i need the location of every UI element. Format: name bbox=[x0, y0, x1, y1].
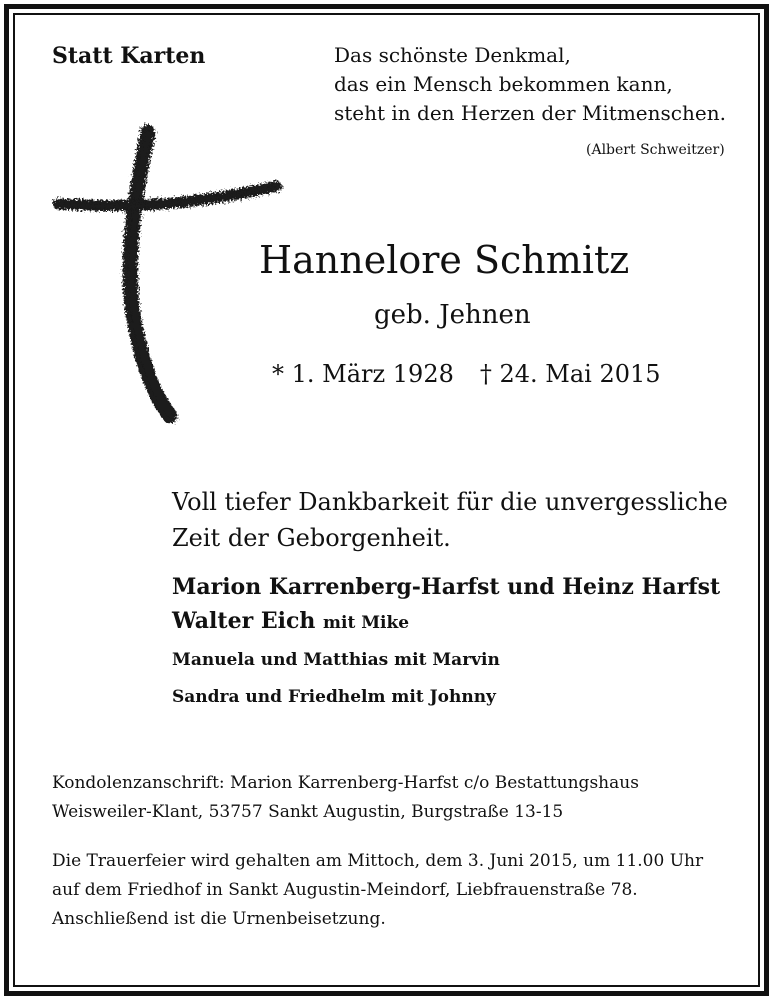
thanks-line: Voll tiefer Dankbarkeit für die unvergessliche bbox=[172, 488, 728, 516]
family-name: Walter Eich bbox=[172, 608, 316, 634]
statt-karten-label: Statt Karten bbox=[52, 43, 206, 69]
quote-author: (Albert Schweitzer) bbox=[586, 142, 725, 158]
family-line: Sandra und Friedhelm mit Johnny bbox=[172, 687, 496, 707]
thanks-text bbox=[172, 484, 728, 556]
life-dates bbox=[272, 360, 661, 388]
quote-line: Das schönste Denkmal, bbox=[334, 43, 571, 67]
family-line bbox=[172, 608, 409, 634]
deceased-name: Hannelore Schmitz bbox=[259, 238, 630, 282]
quote-line: das ein Mensch bekommen kann, bbox=[334, 72, 673, 96]
cross-icon bbox=[50, 120, 290, 430]
condolence-line: Kondolenzanschrift: Marion Karrenberg-Harfst c/o Bestattungshaus bbox=[52, 773, 639, 793]
family-line: Manuela und Matthias mit Marvin bbox=[172, 650, 500, 670]
thanks-line: Zeit der Geborgenheit. bbox=[172, 524, 451, 552]
family-line: Marion Karrenberg-Harfst und Heinz Harfst bbox=[172, 574, 721, 600]
funeral-line: Die Trauerfeier wird gehalten am Mittoch, dem 3. Juni 2015, um 11.00 Uhr bbox=[52, 851, 704, 871]
condolence-address bbox=[52, 769, 639, 827]
birth-date: * 1. März 1928 bbox=[272, 360, 454, 388]
quote-line: steht in den Herzen der Mitmenschen. bbox=[334, 101, 726, 125]
family-suffix: mit Mike bbox=[323, 613, 410, 633]
funeral-info bbox=[52, 847, 703, 934]
quote bbox=[334, 41, 726, 128]
funeral-line: Anschließend ist die Urnenbeisetzung. bbox=[52, 909, 386, 929]
condolence-line: Weisweiler-Klant, 53757 Sankt Augustin, Burgstraße 13-15 bbox=[52, 802, 564, 822]
funeral-line: auf dem Friedhof in Sankt Augustin-Meindorf, Liebfrauenstraße 78. bbox=[52, 880, 638, 900]
death-date: † 24. Mai 2015 bbox=[479, 360, 661, 388]
birth-name: geb. Jehnen bbox=[374, 300, 531, 330]
